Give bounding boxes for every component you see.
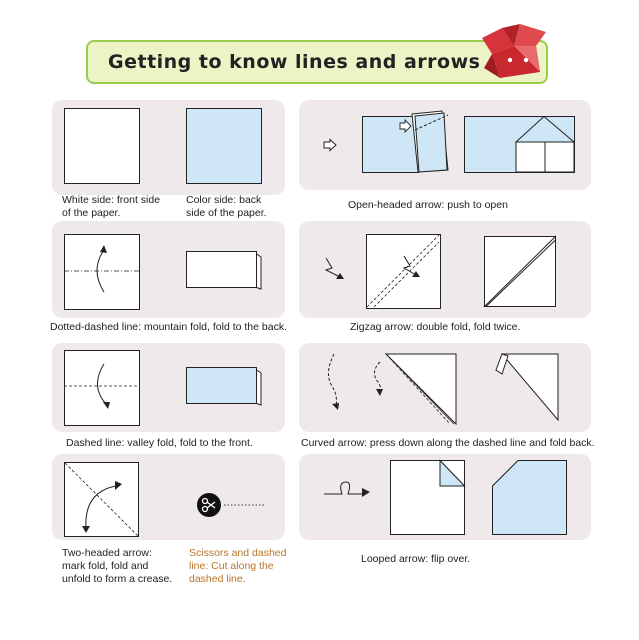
white-paper-square [64, 108, 140, 184]
valley-fold-diagram [64, 350, 140, 426]
mountain-fold-diagram [64, 234, 140, 310]
open-arrow-diagram [362, 110, 452, 174]
curved-fold-diagram [370, 352, 462, 428]
zigzag-fold-diagram [366, 234, 442, 310]
caption-curved-arrow: Curved arrow: press down along the dashed line and fold back. [301, 437, 595, 449]
looped-arrow-icon [322, 480, 374, 504]
curved-fold-result [492, 352, 560, 424]
caption-mountain-fold: Dotted-dashed line: mountain fold, fold to the back. [50, 321, 287, 333]
page-title: Getting to know lines and arrows [108, 51, 481, 73]
caption-looped-arrow: Looped arrow: flip over. [361, 553, 471, 565]
open-headed-arrow-icon [323, 139, 337, 151]
caption-valley-fold: Dashed line: valley fold, fold to the front. [66, 437, 253, 449]
looped-fold-result [492, 460, 570, 536]
zigzag-arrow-icon [322, 256, 348, 282]
house-fold-diagram [464, 116, 576, 174]
caption-two-headed-arrow: Two-headed arrow: mark fold, fold and unfold to form a crease. [62, 547, 173, 585]
caption-white-side: White side: front side of the paper. [62, 194, 161, 219]
origami-fox-icon [476, 20, 548, 82]
color-paper-square [186, 108, 262, 184]
caption-scissors: Scissors and dashed line: Cut along the dashed line. [189, 547, 287, 585]
valley-folded-rect [186, 367, 262, 407]
mountain-folded-rect [186, 251, 262, 291]
caption-open-arrow: Open-headed arrow: push to open [348, 199, 508, 211]
two-headed-arrow-diagram [64, 462, 140, 538]
zigzag-triangle-result [484, 236, 558, 308]
caption-zigzag: Zigzag arrow: double fold, fold twice. [350, 321, 521, 333]
caption-color-side: Color side: back side of the paper. [186, 194, 267, 219]
looped-fold-diagram [390, 460, 468, 536]
curved-arrow-icon [320, 352, 350, 410]
scissors-icon [196, 492, 266, 520]
